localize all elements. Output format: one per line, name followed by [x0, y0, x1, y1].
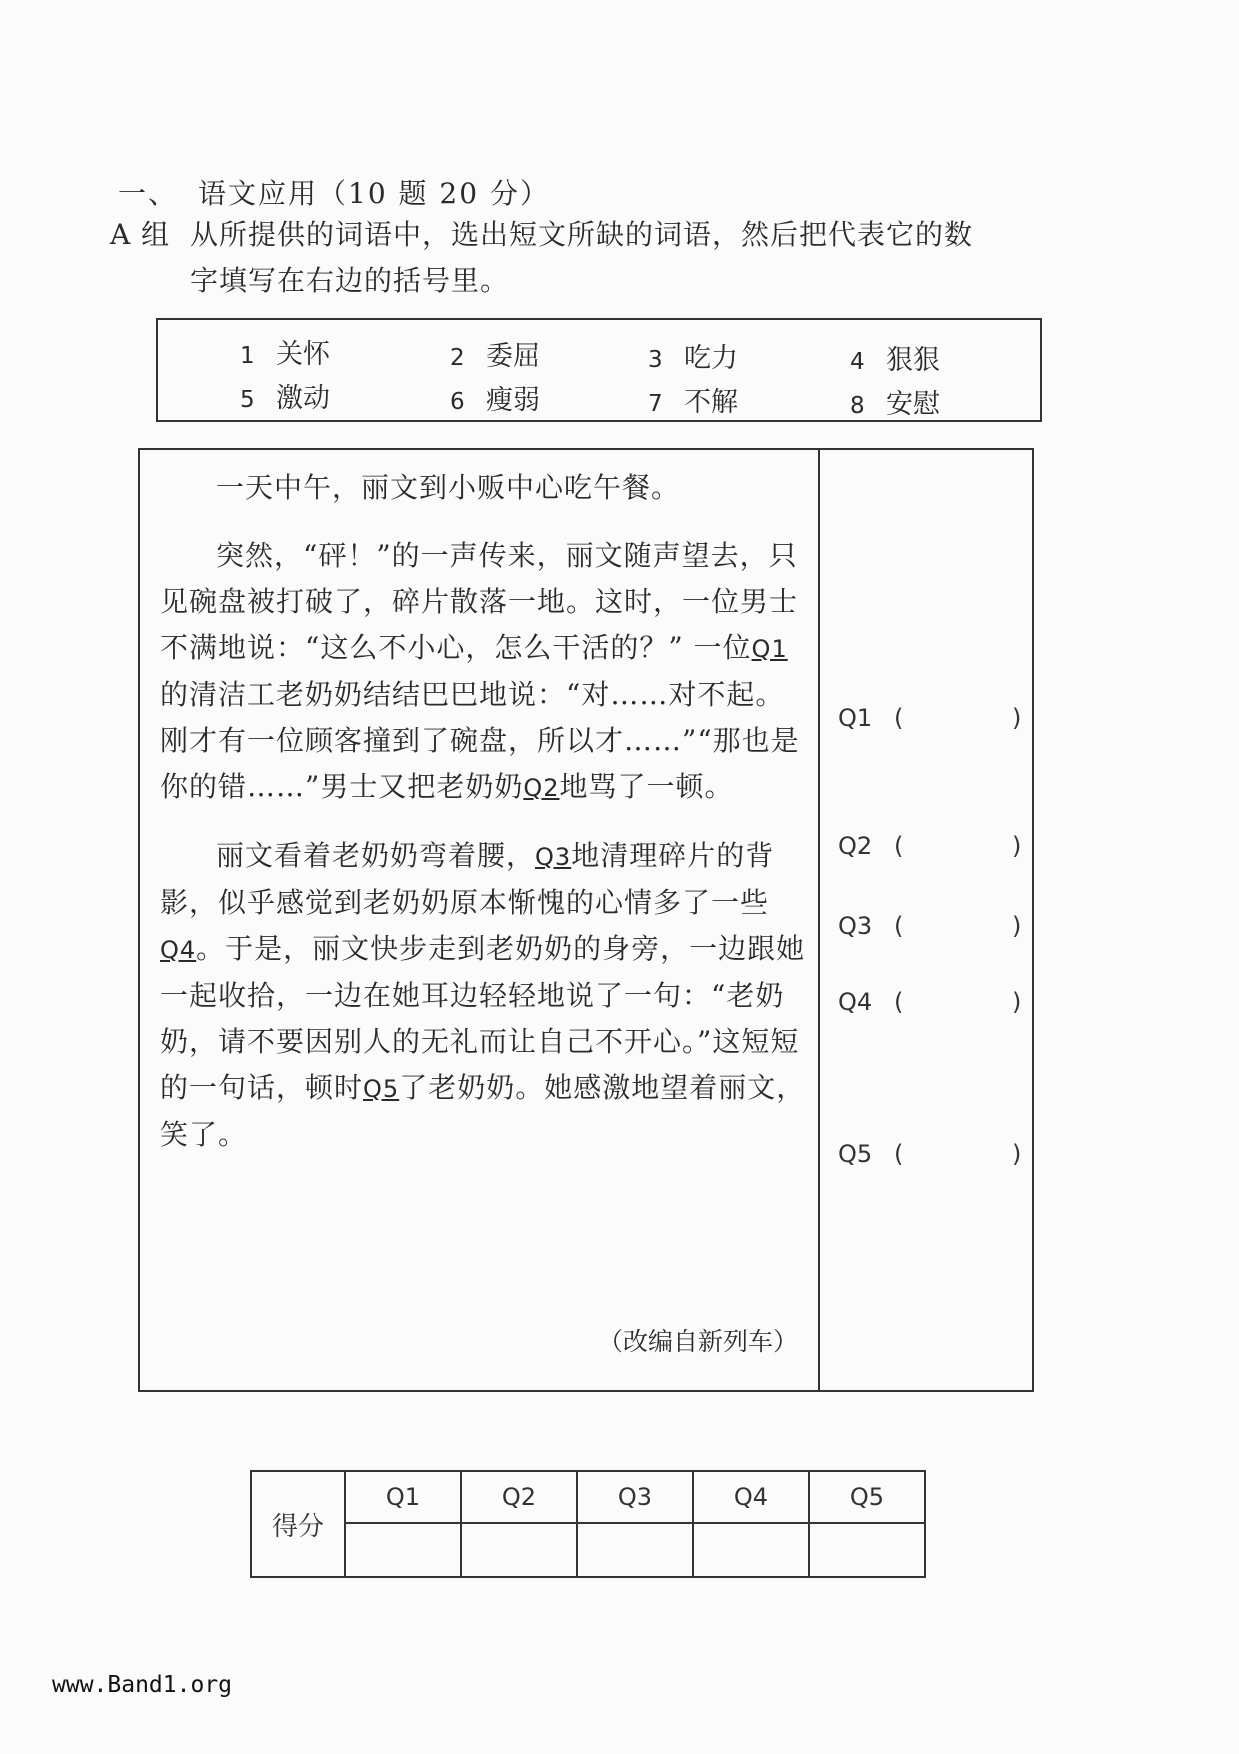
score-header-q3: Q3 — [577, 1471, 693, 1523]
answer-slot-q2[interactable]: Q2 ( ) — [838, 832, 1022, 860]
word-option: 1 关怀 — [240, 339, 330, 370]
footer-url: www.Band1.org — [52, 1672, 233, 1698]
blank-q5: Q5 — [363, 1075, 400, 1103]
source-note: （改编自新列车） — [598, 1327, 799, 1356]
score-header-q2: Q2 — [461, 1471, 577, 1523]
word-option: 5 激动 — [240, 383, 330, 414]
score-cell-q3[interactable] — [577, 1523, 693, 1577]
word-option: 4 狠狠 — [850, 345, 940, 376]
word-option: 3 吃力 — [648, 343, 738, 374]
section-heading — [118, 172, 550, 212]
word-option: 6 瘦弱 — [450, 385, 540, 416]
answer-slot-q1[interactable]: Q1 ( ) — [838, 704, 1022, 732]
score-header-q1: Q1 — [345, 1471, 461, 1523]
instruction — [110, 212, 1070, 304]
paragraph-3: 丽文看着老奶奶弯着腰，Q3地清理碎片的背影，似乎感觉到老奶奶原本惭愧的心情多了一些Q4。于是，丽文快步走到老奶奶的身旁，一边跟她一起收拾，一边在她耳边轻轻地说了一句：“老奶奶，请不要因别人的无礼而让自己不开心。”这短短的一句话，顿时Q5了老奶奶。她感激地望着丽文，笑了。 — [160, 839, 806, 1151]
blank-q2: Q2 — [523, 774, 560, 802]
score-cell-q4[interactable] — [693, 1523, 809, 1577]
word-option: 8 安慰 — [850, 389, 940, 420]
section-number: 一、 — [118, 177, 179, 210]
word-option: 7 不解 — [648, 387, 738, 418]
score-header-q5: Q5 — [809, 1471, 925, 1523]
word-bank — [156, 318, 1042, 422]
group-label: A 组 — [110, 218, 171, 251]
paragraph-2: 突然，“砰！”的一声传来，丽文随声望去，只见碗盘被打破了，碎片散落一地。这时，一位男士不满地说：“这么不小心，怎么干活的？” 一位Q1的清洁工老奶奶结结巴巴地说：“对……对不起。刚才有一位顾客撞到了碗盘，所以才……”“那也是你的错……”男士又把老奶奶Q2地骂了一顿。 — [160, 539, 800, 803]
section-title: 语文应用（10 题 20 分） — [198, 177, 550, 210]
blank-q1: Q1 — [751, 635, 788, 663]
passage — [160, 465, 810, 1180]
score-cell-q1[interactable] — [345, 1523, 461, 1577]
score-table — [250, 1470, 926, 1578]
score-cell-q5[interactable] — [809, 1523, 925, 1577]
answer-slot-q4[interactable]: Q4 ( ) — [838, 988, 1022, 1016]
score-cell-q2[interactable] — [461, 1523, 577, 1577]
score-label: 得分 — [251, 1471, 345, 1577]
score-header-q4: Q4 — [693, 1471, 809, 1523]
instruction-line-1: 从所提供的词语中，选出短文所缺的词语，然后把代表它的数 — [190, 218, 974, 251]
blank-q3: Q3 — [535, 843, 572, 871]
instruction-line-2: 字填写在右边的括号里。 — [190, 264, 510, 297]
paragraph-1: 一天中午，丽文到小贩中心吃午餐。 — [216, 471, 681, 504]
blank-q4: Q4 — [160, 936, 197, 964]
answer-slot-q5[interactable]: Q5 ( ) — [838, 1140, 1022, 1168]
word-option: 2 委屈 — [450, 341, 540, 372]
column-divider — [818, 448, 820, 1392]
answer-slot-q3[interactable]: Q3 ( ) — [838, 912, 1022, 940]
